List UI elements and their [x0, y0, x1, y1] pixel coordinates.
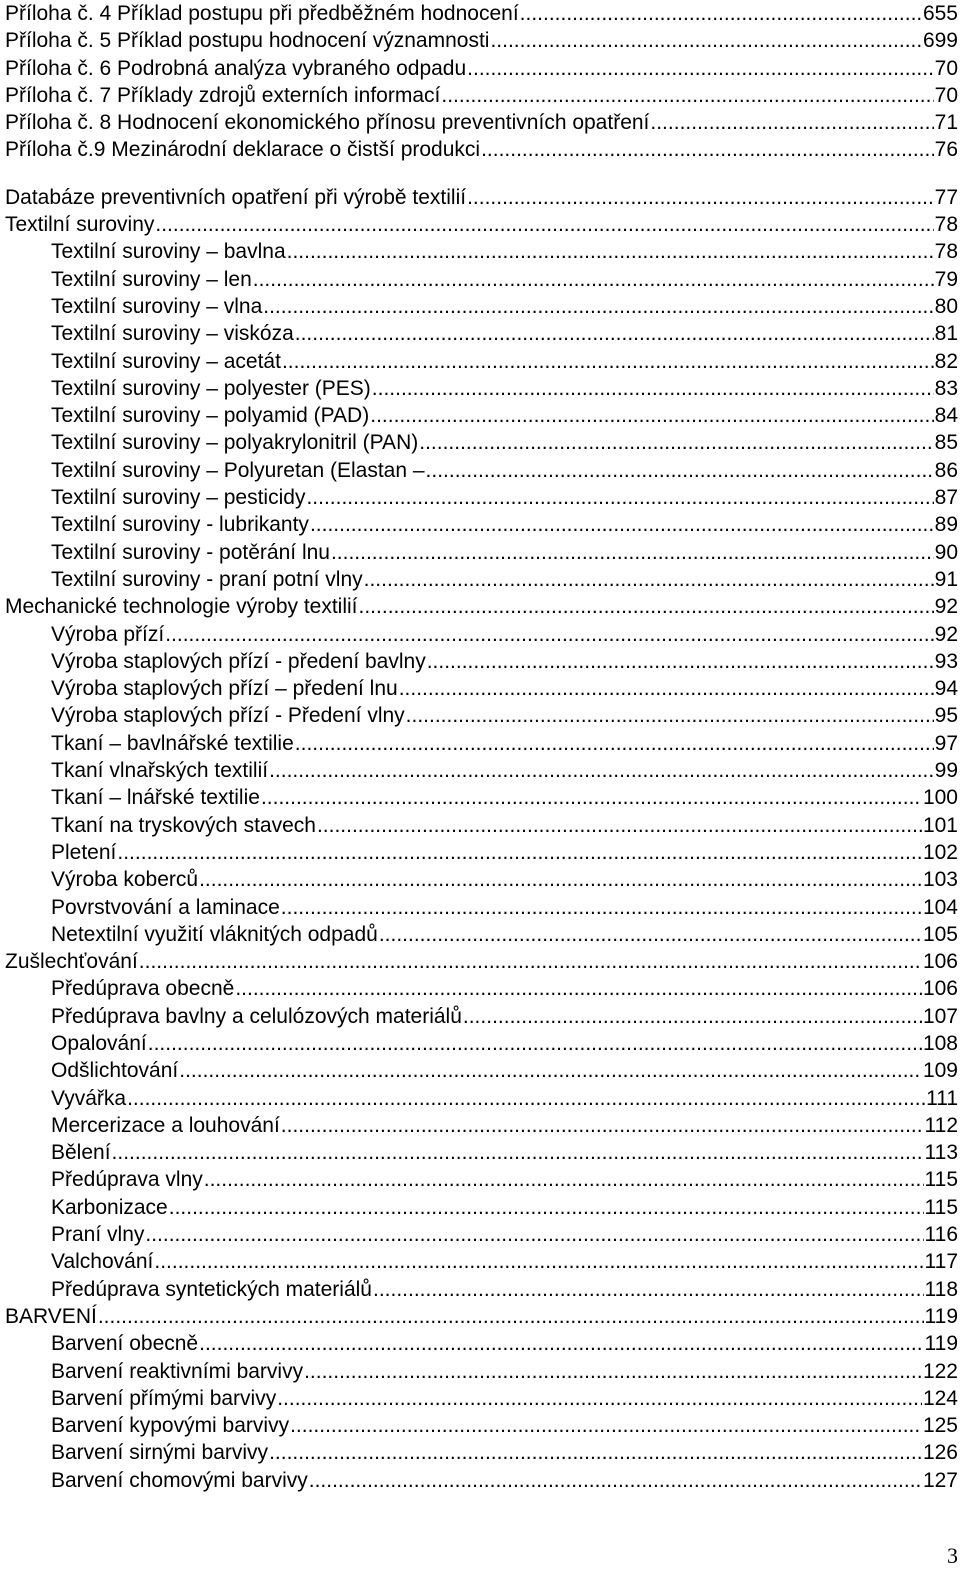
- toc-dot-leader: [281, 1112, 924, 1139]
- toc-entry-page: 87: [934, 486, 958, 510]
- toc-entry-page: 97: [934, 731, 958, 755]
- toc-dot-leader: [98, 1303, 924, 1330]
- toc-dot-leader: [277, 1385, 922, 1412]
- toc-dot-leader: [139, 948, 922, 975]
- toc-dot-leader: [179, 1057, 922, 1084]
- toc-entry-title: Odšlichtování: [51, 1059, 179, 1083]
- toc-entry-title: Textilní suroviny – polyakrylonitril (PAN): [51, 431, 419, 455]
- toc-entry[interactable]: [0, 109, 958, 136]
- toc-dot-leader: [426, 457, 934, 484]
- toc-entry-page: 70: [934, 56, 958, 80]
- toc-entry-page: 105: [922, 922, 958, 946]
- toc-entry-page: 76: [934, 138, 958, 162]
- toc-dot-leader: [359, 593, 934, 620]
- toc-entry-title: Barvení sirnými barvivy: [51, 1441, 269, 1465]
- toc-entry-title: Mechanické technologie výroby textilií: [5, 595, 358, 619]
- toc-dot-leader: [282, 348, 934, 375]
- toc-entry-page: 81: [934, 322, 958, 346]
- toc-entry[interactable]: [0, 457, 958, 484]
- toc-dot-leader: [281, 894, 922, 921]
- toc-entry[interactable]: [0, 1003, 958, 1030]
- toc-entry[interactable]: [0, 136, 958, 163]
- toc-dot-leader: [370, 402, 933, 429]
- toc-entry[interactable]: [0, 566, 958, 593]
- toc-dot-leader: [127, 1085, 925, 1112]
- toc-entry-title: Textilní suroviny - praní potní vlny: [51, 567, 363, 591]
- toc-entry-title: Tkaní – bavlnářské textilie: [51, 731, 294, 755]
- toc-dot-leader: [295, 730, 934, 757]
- toc-entry[interactable]: [0, 921, 958, 948]
- toc-entry[interactable]: [0, 0, 958, 27]
- toc-entry-title: Barvení reaktivními barvivy: [51, 1359, 304, 1383]
- toc-entry-page: 86: [934, 458, 958, 482]
- toc-dot-leader: [253, 266, 934, 293]
- toc-entry-page: 127: [922, 1468, 958, 1492]
- toc-entry-title: Příloha č. 5 Příklad postupu hodnocení významnosti: [5, 29, 490, 53]
- toc-entry[interactable]: [0, 839, 958, 866]
- toc-entry[interactable]: [0, 238, 958, 265]
- toc-dot-leader: [117, 839, 922, 866]
- toc-dot-leader: [331, 539, 934, 566]
- toc-entry-page: 83: [934, 376, 958, 400]
- toc-entry-page: 107: [922, 1004, 958, 1028]
- toc-dot-leader: [463, 1003, 922, 1030]
- toc-entry-page: 106: [922, 977, 958, 1001]
- toc-entry-page: 84: [934, 404, 958, 428]
- toc-entry-page: 122: [922, 1359, 958, 1383]
- toc-dot-leader: [155, 211, 933, 238]
- toc-entry-title: Výroba staplových přízí - Předení vlny: [51, 704, 405, 728]
- toc-dot-leader: [309, 1467, 922, 1494]
- toc-entry-title: Vyvářka: [51, 1086, 127, 1110]
- toc-entry[interactable]: [0, 1166, 958, 1193]
- toc-entry[interactable]: [0, 211, 958, 238]
- toc-entry-page: 89: [934, 513, 958, 537]
- toc-entry-page: 655: [922, 2, 958, 25]
- toc-entry[interactable]: [0, 784, 958, 811]
- toc-entry-page: 112: [924, 1113, 958, 1137]
- toc-entry-page: 92: [934, 595, 958, 619]
- toc-entry[interactable]: [0, 348, 958, 375]
- toc-dot-leader: [441, 82, 933, 109]
- toc-entry-page: 111: [926, 1086, 958, 1110]
- toc-entry[interactable]: [0, 730, 958, 757]
- toc-entry[interactable]: [0, 948, 958, 975]
- toc-entry-page: 124: [922, 1386, 958, 1410]
- toc-dot-leader: [204, 1166, 924, 1193]
- toc-entry[interactable]: [0, 82, 958, 109]
- toc-entry-title: Předúprava vlny: [51, 1168, 203, 1192]
- toc-entry-page: 90: [934, 540, 958, 564]
- toc-dot-leader: [261, 784, 922, 811]
- toc-entry-page: 92: [934, 622, 958, 646]
- toc-entry-title: Textilní suroviny – polyester (PES): [51, 376, 371, 400]
- toc-entry-title: Textilní suroviny – pesticidy: [51, 486, 306, 510]
- toc-entry-title: Textilní suroviny – viskóza: [51, 322, 294, 346]
- toc-dot-leader: [427, 648, 934, 675]
- toc-entry-title: Výroba koberců: [51, 868, 199, 892]
- toc-entry-title: Textilní suroviny – polyamid (PAD): [51, 404, 370, 428]
- toc-entry-title: Tkaní vlnařských textilií: [51, 759, 269, 783]
- toc-dot-leader: [373, 1276, 924, 1303]
- toc-entry[interactable]: [0, 1112, 958, 1139]
- toc-entry[interactable]: [0, 27, 958, 54]
- toc-entry[interactable]: [0, 1030, 958, 1057]
- toc-entry[interactable]: [0, 1194, 958, 1221]
- toc-entry[interactable]: [0, 757, 958, 784]
- toc-dot-leader: [235, 975, 922, 1002]
- toc-entry-title: Textilní suroviny – acetát: [51, 349, 281, 373]
- toc-dot-leader: [154, 1248, 923, 1275]
- toc-entry[interactable]: [0, 1439, 958, 1466]
- toc-entry[interactable]: [0, 894, 958, 921]
- toc-entry-page: 115: [924, 1195, 958, 1219]
- toc-dot-leader: [317, 812, 922, 839]
- toc-entry-page: 126: [922, 1441, 958, 1465]
- toc-entry[interactable]: [0, 293, 958, 320]
- toc-dot-leader: [145, 1221, 923, 1248]
- toc-entry-page: 118: [924, 1277, 958, 1301]
- toc-dot-leader: [199, 1330, 923, 1357]
- toc-entry[interactable]: [0, 1330, 958, 1357]
- toc-entry[interactable]: [0, 1057, 958, 1084]
- toc-entry[interactable]: [0, 1221, 958, 1248]
- toc-entry-page: 102: [922, 840, 958, 864]
- toc-entry[interactable]: [0, 320, 958, 347]
- toc-entry-page: 103: [922, 868, 958, 892]
- toc-entry-page: 119: [924, 1332, 958, 1356]
- page-number: 3: [947, 1543, 958, 1568]
- toc-entry[interactable]: [0, 1248, 958, 1275]
- toc-entry-page: 99: [934, 759, 958, 783]
- toc-entry-page: 699: [922, 29, 958, 53]
- toc-entry-page: 80: [934, 294, 958, 318]
- toc-dot-leader: [290, 1412, 922, 1439]
- toc-entry-page: 94: [934, 677, 958, 701]
- toc-entry-title: Barvení chomovými barvivy: [51, 1468, 308, 1492]
- toc-entry[interactable]: [0, 1358, 958, 1385]
- toc-dot-leader: [419, 429, 933, 456]
- toc-entry-title: Textilní suroviny - potěrání lnu: [51, 540, 330, 564]
- toc-dot-leader: [481, 136, 934, 163]
- toc-entry-page: 100: [922, 786, 958, 810]
- toc-dot-leader: [490, 27, 922, 54]
- toc-entry-title: Zušlechťování: [5, 950, 138, 974]
- toc-dot-leader: [364, 566, 934, 593]
- toc-entry-title: Karbonizace: [51, 1195, 168, 1219]
- toc-entry-page: 101: [922, 813, 958, 837]
- toc-entry[interactable]: [0, 702, 958, 729]
- toc-entry-page: 116: [924, 1223, 958, 1247]
- toc-entry-title: Mercerizace a louhování: [51, 1113, 280, 1137]
- toc-entry-page: 71: [934, 111, 958, 135]
- toc-dot-leader: [199, 866, 922, 893]
- toc-entry[interactable]: [0, 593, 958, 620]
- toc-entry[interactable]: [0, 812, 958, 839]
- toc-entry-title: Textilní suroviny – Polyuretan (Elastan –: [51, 458, 425, 482]
- toc-entry-title: Textilní suroviny – vlna: [51, 294, 263, 318]
- toc-dot-leader: [269, 1439, 922, 1466]
- toc-dot-leader: [169, 1194, 924, 1221]
- toc-entry-page: 113: [924, 1141, 958, 1165]
- toc-entry-title: Textilní suroviny - lubrikanty: [51, 513, 309, 537]
- toc-entry-page: 109: [922, 1059, 958, 1083]
- toc-entry-title: Příloha č. 4 Příklad postupu při předběžném hodnocení: [5, 2, 519, 25]
- toc-dot-leader: [379, 921, 922, 948]
- toc-entry[interactable]: [0, 1139, 958, 1166]
- toc-entry[interactable]: [0, 184, 958, 211]
- toc-entry[interactable]: [0, 1085, 958, 1112]
- toc-entry-title: Předúprava syntetických materiálů: [51, 1277, 372, 1301]
- toc-entry[interactable]: [0, 1276, 958, 1303]
- toc-entry[interactable]: [0, 1412, 958, 1439]
- toc-entry-title: Netextilní využití vláknitých odpadů: [51, 922, 378, 946]
- toc-entry[interactable]: [0, 1303, 958, 1330]
- toc-entry-title: Příloha č. 7 Příklady zdrojů externích informací: [5, 83, 441, 107]
- toc-entry-page: 79: [934, 267, 958, 291]
- toc-dot-leader: [148, 1030, 922, 1057]
- toc-dot-leader: [372, 375, 934, 402]
- toc-entry-page: 95: [934, 704, 958, 728]
- toc-entry-page: 82: [934, 349, 958, 373]
- toc-entry[interactable]: [0, 484, 958, 511]
- toc-entry-page: 91: [934, 567, 958, 591]
- toc-entry-title: Barvení obecně: [51, 1332, 199, 1356]
- toc-entry-title: Předúprava bavlny a celulózových materiálů: [51, 1004, 462, 1028]
- toc-dot-leader: [406, 702, 934, 729]
- toc-entry[interactable]: [0, 1385, 958, 1412]
- toc-entry-page: 117: [924, 1250, 958, 1274]
- toc-entry[interactable]: [0, 648, 958, 675]
- toc-entry-title: Textilní suroviny – bavlna: [51, 240, 286, 264]
- toc-entry-page: 104: [922, 895, 958, 919]
- toc-entry-title: Příloha č. 6 Podrobná analýza vybraného odpadu: [5, 56, 467, 80]
- toc-dot-leader: [650, 109, 933, 136]
- toc-entry-title: Povrstvování a laminace: [51, 895, 280, 919]
- toc-entry-title: Valchování: [51, 1250, 154, 1274]
- toc-entry-title: Textilní suroviny: [5, 213, 155, 237]
- toc-dot-leader: [263, 293, 933, 320]
- toc-entry-page: 119: [924, 1304, 958, 1328]
- toc-entry[interactable]: [0, 975, 958, 1002]
- toc-entry-title: Příloha č. 8 Hodnocení ekonomického přínosu preventivních opatření: [5, 111, 650, 135]
- toc-entry[interactable]: [0, 621, 958, 648]
- toc-entry[interactable]: [0, 866, 958, 893]
- toc-dot-leader: [304, 1358, 922, 1385]
- toc-entry-title: Textilní suroviny – len: [51, 267, 252, 291]
- toc-group-gap: [0, 164, 958, 184]
- toc-dot-leader: [112, 1139, 924, 1166]
- toc-entry-page: 115: [924, 1168, 958, 1192]
- toc-entry-title: BARVENÍ: [5, 1304, 97, 1328]
- toc-entry-page: 125: [922, 1414, 958, 1438]
- toc-entry[interactable]: [0, 429, 958, 456]
- toc-entry-title: Barvení přímými barvivy: [51, 1386, 277, 1410]
- toc-entry[interactable]: [0, 402, 958, 429]
- toc-dot-leader: [520, 0, 922, 27]
- toc-entry[interactable]: [0, 539, 958, 566]
- toc-dot-leader: [306, 484, 933, 511]
- toc-entry-title: Pletení: [51, 840, 117, 864]
- toc-dot-leader: [295, 320, 934, 347]
- toc-entry-title: Barvení kypovými barvivy: [51, 1414, 290, 1438]
- toc-dot-leader: [269, 757, 934, 784]
- toc-entry-title: Databáze preventivních opatření při výrobě textilií: [5, 185, 467, 209]
- toc-dot-leader: [310, 511, 934, 538]
- toc-entry-title: Tkaní na tryskových stavech: [51, 813, 316, 837]
- toc-entry-page: 85: [934, 431, 958, 455]
- toc-entry-title: Výroba staplových přízí – předení lnu: [51, 677, 398, 701]
- toc-entry-title: Opalování: [51, 1031, 147, 1055]
- toc-entry-page: 93: [934, 649, 958, 673]
- toc-entry-page: 70: [934, 83, 958, 107]
- toc-entry-title: Tkaní – lnářské textilie: [51, 786, 260, 810]
- toc-entry[interactable]: [0, 266, 958, 293]
- toc-entry[interactable]: [0, 511, 958, 538]
- toc-entry-title: Příloha č.9 Mezinárodní deklarace o čistší produkci: [5, 138, 481, 162]
- toc-entry-title: Praní vlny: [51, 1223, 145, 1247]
- toc-dot-leader: [287, 238, 934, 265]
- toc-entry[interactable]: [0, 675, 958, 702]
- toc-dot-leader: [467, 184, 934, 211]
- toc-entry-page: 106: [922, 950, 958, 974]
- toc-entry-title: Bělení: [51, 1141, 111, 1165]
- toc-entry[interactable]: [0, 1467, 958, 1494]
- toc-entry-title: Výroba přízí: [51, 622, 165, 646]
- toc-entry-title: Výroba staplových přízí - předení bavlny: [51, 649, 426, 673]
- toc-entry-page: 108: [922, 1031, 958, 1055]
- toc-entry-page: 78: [934, 240, 958, 264]
- toc-dot-leader: [467, 55, 933, 82]
- toc-entry-page: 77: [934, 185, 958, 209]
- toc-entry[interactable]: [0, 55, 958, 82]
- toc-entry-title: Předúprava obecně: [51, 977, 235, 1001]
- toc-entry-page: 78: [934, 213, 958, 237]
- toc-dot-leader: [399, 675, 934, 702]
- toc-entry[interactable]: [0, 375, 958, 402]
- toc-dot-leader: [165, 621, 933, 648]
